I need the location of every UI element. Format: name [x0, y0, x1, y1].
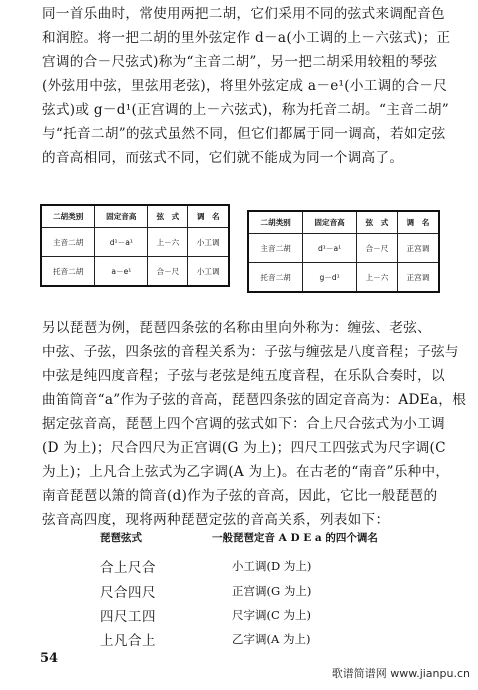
text-line: 弦音高四度，现将两种琵琶定弦的音高关系，列表如下： [42, 512, 390, 528]
text-line: 中弦、子弦，四条弦的音程关系为：子弦与缠弦是八度音程；子弦与 [42, 344, 459, 360]
pipa-tuning: 四尺工四 [100, 609, 156, 625]
table-cell: 小工调 [188, 228, 229, 257]
pipa-key: 正宫调(G 为上) [232, 584, 312, 598]
paragraph-erhu [42, 2, 456, 170]
table-cell: d¹－a¹ [95, 228, 148, 257]
pipa-tuning: 上凡合上 [100, 633, 156, 649]
text-line: 同一首乐曲时，常使用两把二胡，它们采用不同的弦式来调配音色 [42, 6, 445, 22]
table-header-cell: 二胡类别 [248, 211, 303, 234]
pipa-row [88, 581, 418, 605]
pipa-row [88, 629, 418, 653]
erhu-xiaogong-table [40, 204, 230, 287]
table-cell: 合－尺 [148, 257, 188, 287]
table-header-cell: 调 名 [188, 205, 229, 228]
table-header-cell: 弦 式 [357, 211, 398, 234]
erhu-zhenggong-table [247, 210, 440, 293]
paragraph-pipa [42, 316, 467, 532]
table-cell: 正宫调 [397, 234, 439, 263]
pipa-row [88, 556, 418, 580]
text-line: 的音高相同，而弦式不同，它们就不能成为同一个调高了。 [42, 150, 404, 166]
table-cell: 主音二胡 [248, 234, 303, 263]
table-row [41, 257, 229, 287]
pipa-row [88, 605, 418, 629]
pipa-tuning: 合上尺合 [100, 560, 156, 576]
text-line: 另以琵琶为例，琵琶四条弦的名称由里向外称为：缠弦、老弦、 [42, 320, 432, 336]
table-cell: 正宫调 [397, 263, 439, 293]
table-cell: 托音二胡 [248, 263, 303, 293]
text-line: 曲笛筒音“a”作为子弦的音高，琵琶四条弦的固定音高为：ADEa，根 [42, 392, 467, 408]
pipa-header-tuning: 琵琶弦式 [100, 532, 142, 544]
table-row [41, 228, 229, 257]
text-line: 南音琵琶以箫的筒音(d)作为子弦的音高，因此，它比一般琵琶的 [42, 488, 438, 504]
table-header-cell: 调 名 [397, 211, 439, 234]
text-line: 与“托音二胡”的弦式虽然不同，但它们都属于同一调高，若如定弦 [42, 126, 446, 142]
table-header-cell: 二胡类别 [41, 205, 95, 228]
table-header-row [41, 205, 229, 228]
table-cell: g－d¹ [303, 263, 357, 293]
pipa-key: 小工调(D 为上) [232, 559, 312, 573]
table-cell: 托音二胡 [41, 257, 95, 287]
text-line: 弦式)或 g－d¹(正宫调的上－六弦式)，称为托音二胡。“主音二胡” [42, 102, 450, 118]
text-line: (外弦用中弦，里弦用老弦)，将里外弦定成 a－e¹(小工调的合－尺 [42, 78, 448, 94]
table-row [248, 234, 439, 263]
text-line: 中弦是纯四度音程；子弦与老弦是纯五度音程，在乐队合奏时，以 [42, 368, 445, 384]
pipa-tuning: 尺合四尺 [100, 585, 156, 601]
text-line: 为上)；上凡合上弦式为乙字调(A 为上)。在古老的“南音”乐种中， [42, 464, 450, 480]
text-line: 和润腔。将一把二胡的里外弦定作 d－a(小工调的上－六弦式)；正 [42, 30, 451, 46]
table-header-cell: 弦 式 [148, 205, 188, 228]
table-cell: 小工调 [188, 257, 229, 287]
table-cell: 合－尺 [357, 234, 398, 263]
site-watermark: 歌谱简谱网 www.jianpu.cn [331, 667, 470, 680]
page-number: 54 [40, 651, 59, 666]
pipa-header-keys: 一般琵琶定音 A D E a 的四个调名 [212, 532, 378, 544]
table-cell: 上－六 [357, 263, 398, 293]
table-cell: a－e¹ [95, 257, 148, 287]
table-header-cell: 固定音高 [303, 211, 357, 234]
table-cell: 上－六 [148, 228, 188, 257]
pipa-key: 尺字调(C 为上) [232, 608, 311, 622]
table-row [248, 263, 439, 293]
text-line: 据定弦音高，琵琶上四个宫调的弦式如下：合上尺合弦式为小工调 [42, 416, 445, 432]
text-line: 宫调的合－尺弦式)称为“主音二胡”，另一把二胡采用较粗的琴弦 [42, 54, 438, 70]
table-header-cell: 固定音高 [95, 205, 148, 228]
table-cell: d¹－a¹ [303, 234, 357, 263]
pipa-key: 乙字调(A 为上) [232, 632, 311, 646]
text-line: (D 为上)；尺合四尺为正宫调(G 为上)；四尺工四弦式为尺字调(C [42, 440, 446, 456]
table-cell: 主音二胡 [41, 228, 95, 257]
table-header-row [248, 211, 439, 234]
